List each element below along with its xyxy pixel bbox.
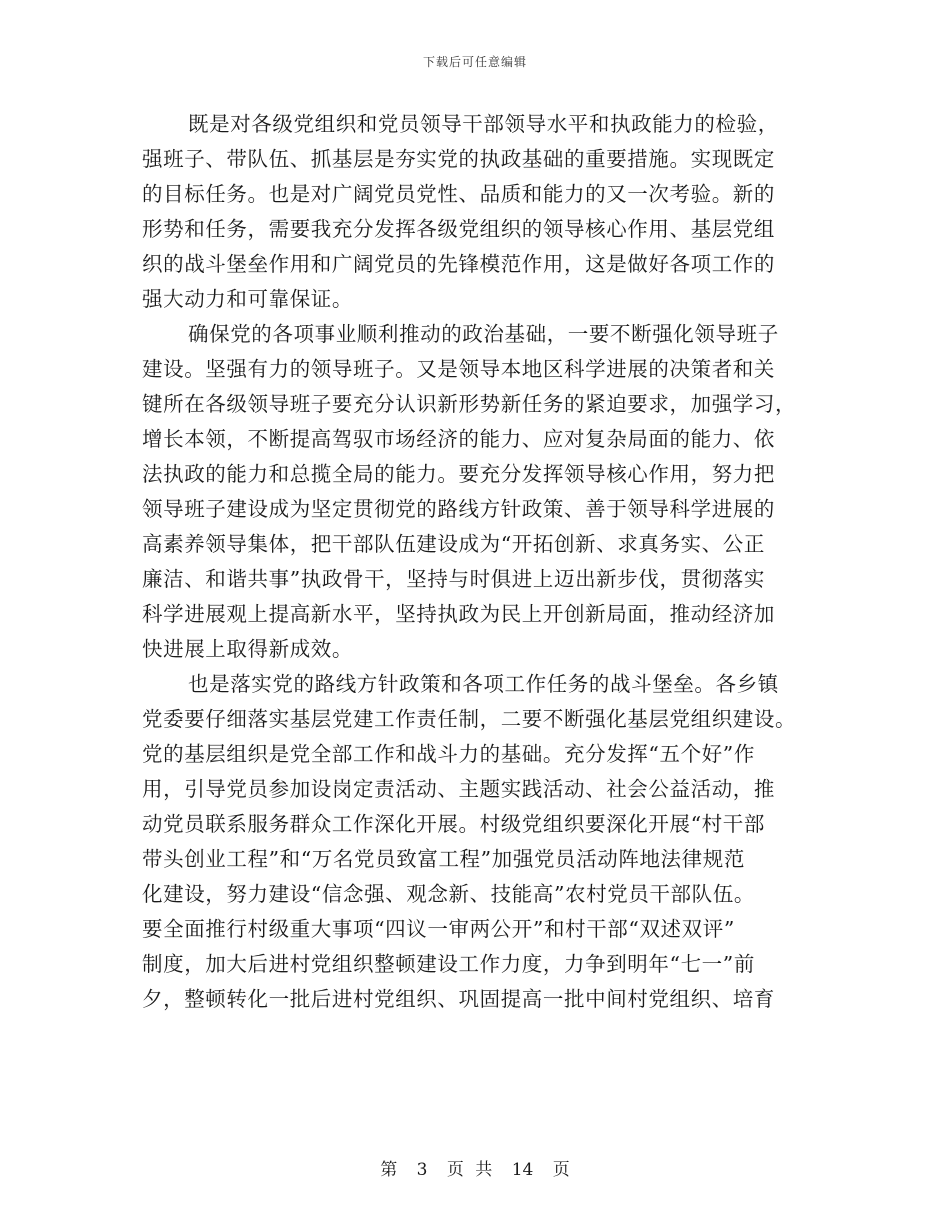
paragraph-line: 夕，整顿转化一批后进村党组织、巩固提高一批中间村党组织、培育 xyxy=(142,987,775,1011)
footer-suffix: 页 xyxy=(552,1160,570,1180)
paragraph-line: 确保党的各项事业顺利推动的政治基础，一要不断强化领导班子 xyxy=(188,322,779,346)
paragraph-line: 领导班子建设成为坚定贯彻党的路线方针政策、善于领导科学进展的 xyxy=(142,497,775,521)
paragraph-line: 带头创业工程”和“万名党员致富工程”加强党员活动阵地法律规范 xyxy=(142,847,745,871)
paragraph-line: 科学进展观上提高新水平，坚持执政为民上开创新局面，推动经济加 xyxy=(142,602,775,626)
paragraph-line: 党的基层组织是党全部工作和战斗力的基础。充分发挥“五个好”作 xyxy=(142,742,755,766)
paragraph-line: 的目标任务。也是对广阔党员党性、品质和能力的又一次考验。新的 xyxy=(142,182,775,206)
paragraph-line: 高素养领导集体，把干部队伍建设成为“开拓创新、求真务实、公正 xyxy=(142,532,765,556)
paragraph-line: 建设。坚强有力的领导班子。又是领导本地区科学进展的决策者和关 xyxy=(142,357,775,381)
paragraph-line: 织的战斗堡垒作用和广阔党员的先锋模范作用，这是做好各项工作的 xyxy=(142,252,775,276)
footer-middle: 页 共 xyxy=(446,1160,493,1180)
paragraph-line: 党委要仔细落实基层党建工作责任制，二要不断强化基层党组织建设。 xyxy=(142,707,797,731)
paragraph-line: 用，引导党员参加设岗定责活动、主题实践活动、社会公益活动，推 xyxy=(142,777,775,801)
paragraph-line: 法执政的能力和总揽全局的能力。要充分发挥领导核心作用，努力把 xyxy=(142,462,775,486)
paragraph-line: 也是落实党的路线方针政策和各项工作任务的战斗堡垒。各乡镇 xyxy=(188,672,779,696)
current-page-number: 3 xyxy=(416,1160,428,1180)
paragraph-line: 强大动力和可靠保证。 xyxy=(142,287,353,311)
paragraph-line: 要全面推行村级重大事项“四议一审两公开”和村干部“双述双评” xyxy=(142,917,735,941)
paragraph-line: 强班子、带队伍、抓基层是夯实党的执政基础的重要措施。实现既定 xyxy=(142,147,775,171)
paragraph-line: 制度，加大后进村党组织整顿建设工作力度，力争到明年“七一”前 xyxy=(142,952,755,976)
document-body xyxy=(142,107,810,1017)
paragraph-line: 形势和任务，需要我充分发挥各级党组织的领导核心作用、基层党组 xyxy=(142,217,775,241)
paragraph-line: 增长本领，不断提高驾驭市场经济的能力、应对复杂局面的能力、依 xyxy=(142,427,775,451)
paragraph-line: 键所在各级领导班子要充分认识新形势新任务的紧迫要求，加强学习， xyxy=(142,392,797,416)
footer-prefix: 第 xyxy=(380,1160,398,1180)
paragraph-line: 化建设，努力建设“信念强、观念新、技能高”农村党员干部队伍。 xyxy=(142,882,755,906)
page-footer xyxy=(0,1155,950,1180)
total-pages-number: 14 xyxy=(511,1160,534,1180)
paragraph-line: 动党员联系服务群众工作深化开展。村级党组织要深化开展“村干部 xyxy=(142,812,765,836)
page-header: 下载后可任意编辑 xyxy=(422,55,527,69)
paragraph-line: 廉洁、和谐共事”执政骨干，坚持与时俱进上迈出新步伐，贯彻落实 xyxy=(142,567,765,591)
paragraph-line: 既是对各级党组织和党员领导干部领导水平和执政能力的检验， xyxy=(188,112,779,136)
paragraph-line: 快进展上取得新成效。 xyxy=(142,637,353,661)
